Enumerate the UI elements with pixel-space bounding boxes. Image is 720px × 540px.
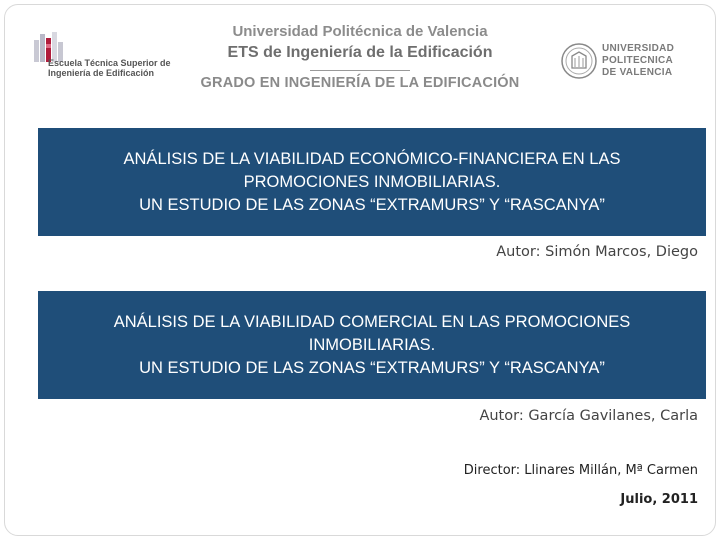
- header: [180, 22, 540, 71]
- university-name: Universidad Politécnica de Valencia: [232, 23, 488, 40]
- upv-logo-text: [602, 43, 674, 79]
- school-name: ETS de Ingeniería de la Edificación: [227, 44, 493, 61]
- ets-logo-text: [48, 58, 171, 78]
- project-1-title-line3: UN ESTUDIO DE LAS ZONAS “EXTRAMURS” Y “RASCANYA”: [139, 195, 605, 214]
- project-1-title-line1: ANÁLISIS DE LA VIABILIDAD ECONÓMICO-FINANCIERA EN LAS: [123, 149, 621, 168]
- upv-logo: [560, 40, 680, 84]
- upv-logo-line2: POLITECNICA: [602, 55, 674, 66]
- project-2-title-band: [38, 291, 706, 399]
- project-2-author: Autor: García Gavilanes, Carla: [479, 408, 698, 424]
- upv-seal-icon: [560, 42, 598, 80]
- project-2-title-line1: ANÁLISIS DE LA VIABILIDAD COMERCIAL EN LAS PROMOCIONES: [113, 312, 631, 331]
- degree-title: GRADO EN INGENIERÍA DE LA EDIFICACIÓN: [200, 75, 520, 91]
- upv-logo-line1: UNIVERSIDAD: [602, 43, 675, 54]
- upv-logo-line3: DE VALENCIA: [602, 67, 673, 78]
- project-1-title-line2: PROMOCIONES INMOBILIARIAS.: [243, 172, 501, 191]
- project-2-title-line3: UN ESTUDIO DE LAS ZONAS “EXTRAMURS” Y “RASCANYA”: [139, 358, 605, 377]
- director: Director: Llinares Millán, Mª Carmen: [463, 463, 698, 478]
- ets-logo-line1: Escuela Técnica Superior de: [48, 58, 171, 68]
- header-divider: [310, 70, 410, 71]
- project-1-author: Autor: Simón Marcos, Diego: [496, 244, 698, 260]
- date: Julio, 2011: [620, 492, 698, 507]
- ets-logo: [30, 30, 171, 82]
- project-1-title-band: [38, 128, 706, 236]
- project-2-title-line2: INMOBILIARIAS.: [308, 335, 436, 354]
- ets-logo-line2: Ingeniería de Edificación: [48, 68, 155, 78]
